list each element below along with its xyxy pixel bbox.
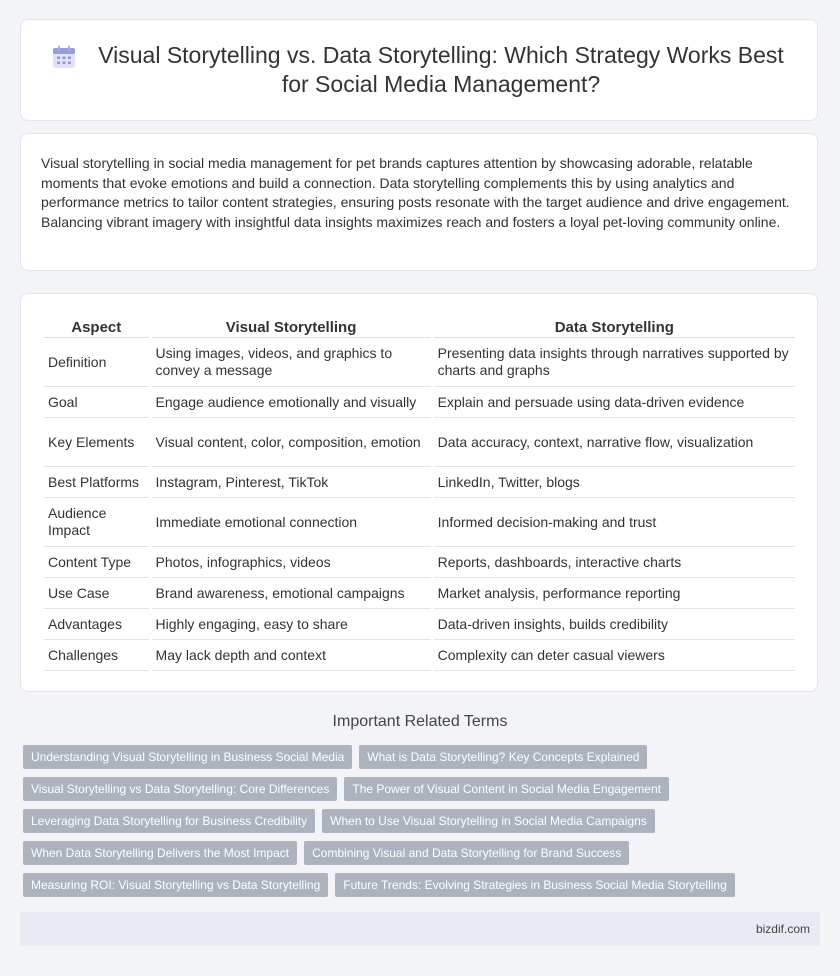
row-aspect: Best Platforms — [44, 467, 149, 498]
row-data: Presenting data insights through narratives supported by charts and graphs — [434, 338, 795, 387]
related-term-link[interactable]: Visual Storytelling vs Data Storytelling: Core Differences — [23, 777, 337, 801]
related-term-link[interactable]: When to Use Visual Storytelling in Social Media Campaigns — [322, 809, 655, 833]
page-title: Visual Storytelling vs. Data Storytelling: Which Strategy Works Best for Social Media Management? — [98, 42, 784, 97]
row-data: Data accuracy, context, narrative flow, visualization — [434, 418, 795, 467]
row-visual: Visual content, color, composition, emotion — [152, 418, 431, 467]
row-visual: Instagram, Pinterest, TikTok — [152, 467, 431, 498]
comparison-card — [20, 293, 818, 692]
row-visual: Using images, videos, and graphics to convey a message — [152, 338, 431, 387]
row-aspect: Content Type — [44, 547, 149, 578]
tag-row — [23, 809, 813, 833]
row-data: Market analysis, performance reporting — [434, 578, 795, 609]
related-term-link[interactable]: Future Trends: Evolving Strategies in Business Social Media Storytelling — [335, 873, 735, 897]
table-row — [44, 467, 795, 498]
title-wrap — [21, 41, 817, 99]
row-visual: May lack depth and context — [152, 640, 431, 671]
table-row — [44, 418, 795, 467]
tag-row — [23, 745, 813, 769]
related-term-link[interactable]: Measuring ROI: Visual Storytelling vs Data Storytelling — [23, 873, 328, 897]
related-terms-title: Important Related Terms — [332, 713, 508, 730]
row-visual: Engage audience emotionally and visually — [152, 387, 431, 418]
row-visual: Immediate emotional connection — [152, 498, 431, 547]
row-aspect: Goal — [44, 387, 149, 418]
table-row — [44, 547, 795, 578]
related-term-link[interactable]: Leveraging Data Storytelling for Business Credibility — [23, 809, 315, 833]
intro-card — [20, 133, 818, 271]
row-data: Informed decision-making and trust — [434, 498, 795, 547]
footer — [20, 912, 820, 946]
row-aspect: Challenges — [44, 640, 149, 671]
related-term-link[interactable]: When Data Storytelling Delivers the Most Impact — [23, 841, 297, 865]
row-aspect: Definition — [44, 338, 149, 387]
table-header-row — [44, 314, 795, 338]
row-data: Complexity can deter casual viewers — [434, 640, 795, 671]
row-visual: Brand awareness, emotional campaigns — [152, 578, 431, 609]
intro-text: Visual storytelling in social media management for pet brands captures attention by showcasing adorable, relatable moments that evoke emotions and build a connection. Data storytelling complements this by using analytics and performance metrics to tailor content strategies, ensuring posts resonate with the target audience and drive engagement. Balancing vibrant imagery with insightful data insights maximizes reach and fosters a loyal pet-loving community online. — [41, 155, 790, 230]
header-data: Data Storytelling — [434, 314, 795, 338]
header-visual: Visual Storytelling — [152, 314, 431, 338]
title-card — [20, 19, 818, 121]
row-data: Data-driven insights, builds credibility — [434, 609, 795, 640]
table-row — [44, 609, 795, 640]
row-aspect: Advantages — [44, 609, 149, 640]
table-row — [44, 578, 795, 609]
comparison-table — [41, 314, 798, 671]
row-aspect: Audience Impact — [44, 498, 149, 547]
footer-site[interactable]: bizdif.com — [755, 922, 810, 936]
tag-row — [23, 841, 813, 865]
related-term-link[interactable]: What is Data Storytelling? Key Concepts Explained — [359, 745, 647, 769]
row-visual: Photos, infographics, videos — [152, 547, 431, 578]
table-row — [44, 387, 795, 418]
row-data: LinkedIn, Twitter, blogs — [434, 467, 795, 498]
related-term-link[interactable]: Combining Visual and Data Storytelling for Brand Success — [304, 841, 629, 865]
tag-row — [23, 777, 813, 801]
table-row — [44, 338, 795, 387]
table-row — [44, 640, 795, 671]
header-aspect: Aspect — [44, 314, 149, 338]
row-aspect: Key Elements — [44, 418, 149, 467]
row-data: Explain and persuade using data-driven evidence — [434, 387, 795, 418]
row-aspect: Use Case — [44, 578, 149, 609]
table-row — [44, 498, 795, 547]
related-terms-list — [23, 745, 813, 905]
calendar-icon — [51, 44, 77, 70]
row-data: Reports, dashboards, interactive charts — [434, 547, 795, 578]
row-visual: Highly engaging, easy to share — [152, 609, 431, 640]
tag-row — [23, 873, 813, 897]
related-term-link[interactable]: The Power of Visual Content in Social Media Engagement — [344, 777, 669, 801]
related-term-link[interactable]: Understanding Visual Storytelling in Business Social Media — [23, 745, 352, 769]
